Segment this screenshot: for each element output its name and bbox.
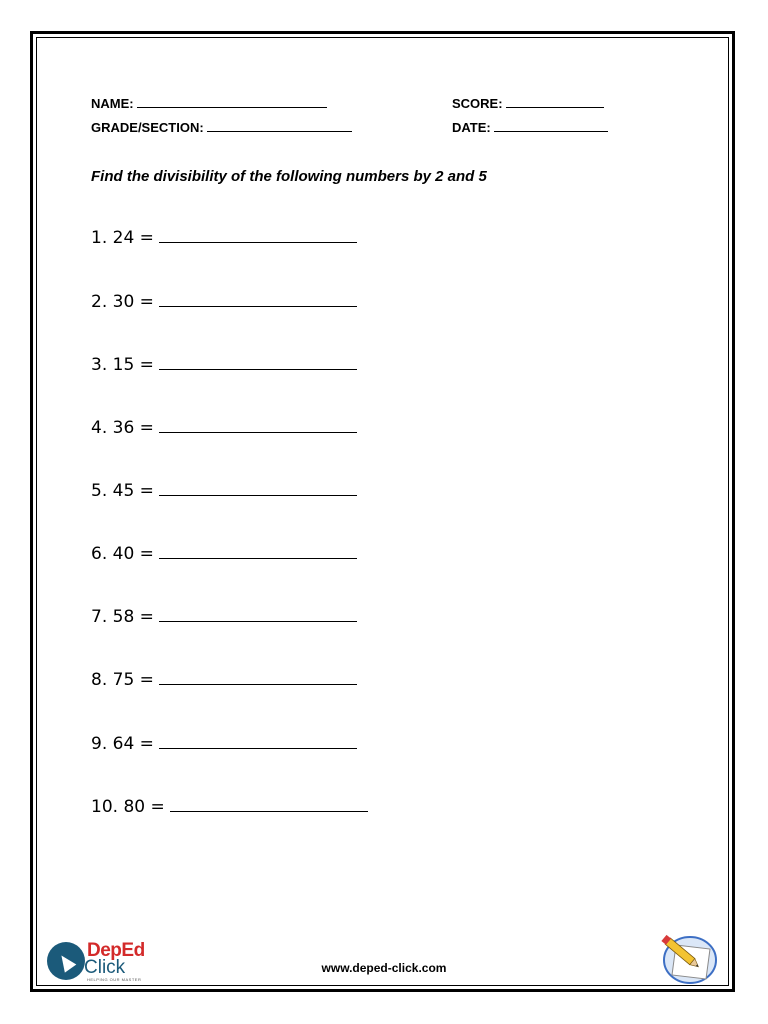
question-label: 8. 75 =	[91, 670, 154, 690]
grade-section-label: GRADE/SECTION:	[91, 120, 204, 135]
answer-blank[interactable]	[159, 542, 357, 559]
question-label: 6. 40 =	[91, 544, 154, 564]
question-item	[91, 416, 357, 438]
question-item	[91, 226, 357, 248]
answer-blank[interactable]	[159, 479, 357, 496]
answer-blank[interactable]	[159, 416, 357, 433]
answer-blank[interactable]	[159, 732, 357, 749]
question-item	[91, 795, 368, 817]
name-field	[91, 95, 327, 111]
answer-blank[interactable]	[159, 290, 357, 307]
answer-blank[interactable]	[159, 353, 357, 370]
pencil-paper-icon	[654, 931, 722, 985]
score-blank[interactable]	[506, 95, 604, 108]
question-item	[91, 605, 357, 627]
question-label: 2. 30 =	[91, 292, 154, 312]
score-label: SCORE:	[452, 96, 503, 111]
logo-click-text: Click	[84, 957, 126, 978]
grade-section-blank[interactable]	[207, 119, 352, 132]
question-label: 7. 58 =	[91, 607, 154, 627]
name-label: NAME:	[91, 96, 134, 111]
name-blank[interactable]	[137, 95, 327, 108]
question-item	[91, 353, 357, 375]
question-label: 5. 45 =	[91, 481, 154, 501]
answer-blank[interactable]	[170, 795, 368, 812]
answer-blank[interactable]	[159, 226, 357, 243]
answer-blank[interactable]	[159, 605, 357, 622]
date-blank[interactable]	[494, 119, 608, 132]
logo-deped-text: DepEd	[87, 940, 145, 961]
question-label: 4. 36 =	[91, 418, 154, 438]
question-label: 9. 64 =	[91, 734, 154, 754]
footer-url: www.deped-click.com	[321, 961, 447, 975]
date-field	[452, 119, 608, 135]
instructions: Find the divisibility of the following numbers by 2 and 5	[91, 168, 487, 185]
question-label: 1. 24 =	[91, 228, 154, 248]
question-item	[91, 542, 357, 564]
question-item	[91, 479, 357, 501]
question-label: 3. 15 =	[91, 355, 154, 375]
question-item	[91, 732, 357, 754]
question-item	[91, 290, 357, 312]
question-label: 10. 80 =	[91, 797, 165, 817]
grade-section-field	[91, 119, 352, 135]
score-field	[452, 95, 604, 111]
question-item	[91, 668, 357, 690]
date-label: DATE:	[452, 120, 491, 135]
answer-blank[interactable]	[159, 668, 357, 685]
logo-tagline: HELPING OUR MASTER	[87, 977, 142, 982]
